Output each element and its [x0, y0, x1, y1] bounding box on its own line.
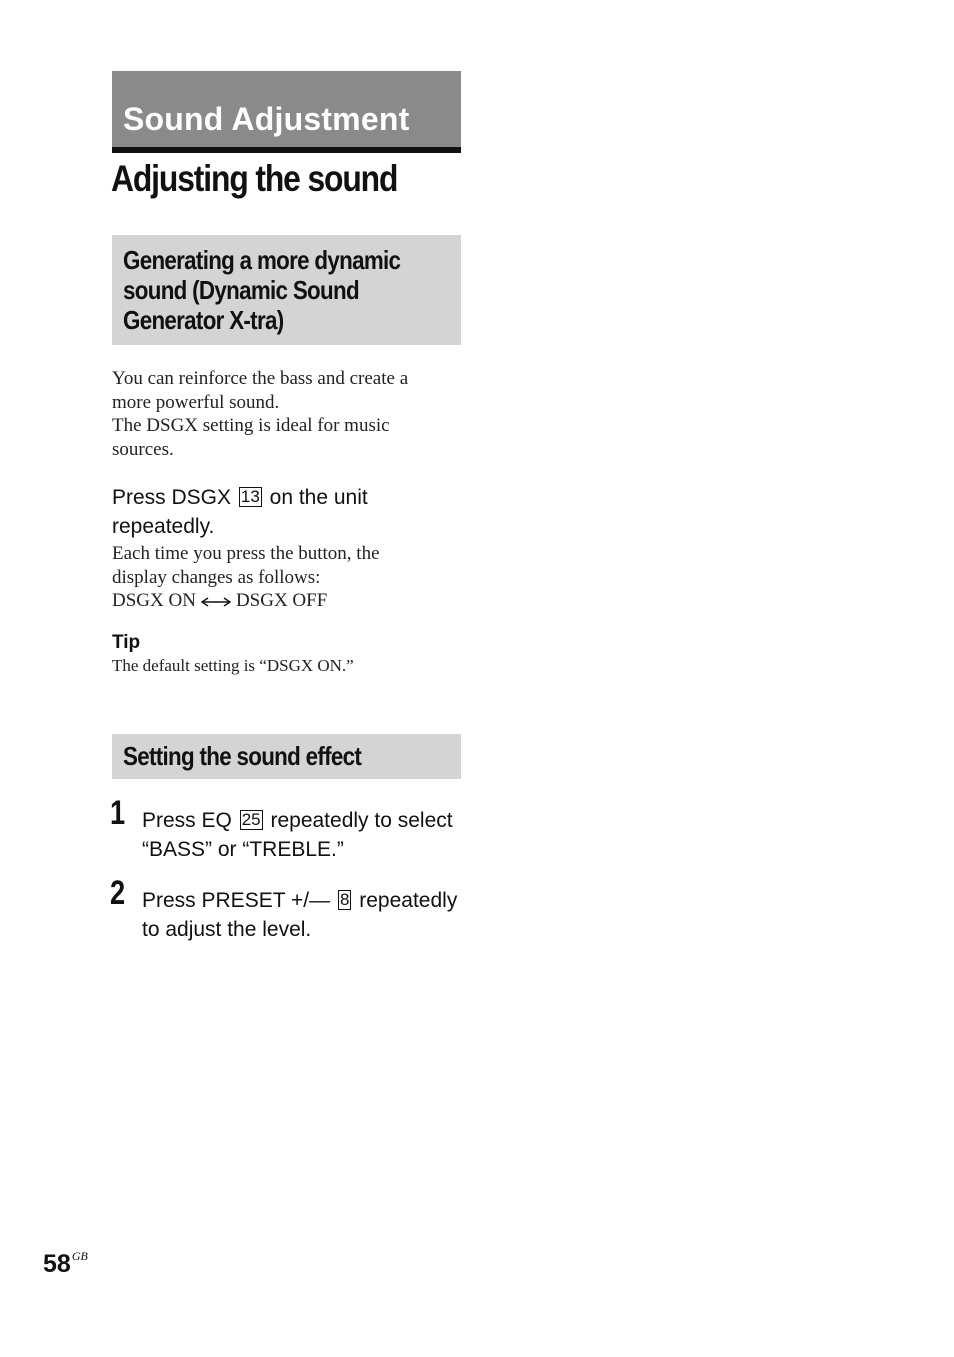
step-suffix: repeatedly to select — [270, 809, 453, 832]
dsgx-result — [112, 542, 462, 613]
step-suffix: repeatedly — [359, 889, 458, 912]
dsgx-heading-box — [112, 235, 461, 345]
page-number-value: 58 — [43, 1250, 71, 1278]
intro-line: more powerful sound. — [112, 391, 280, 413]
dsgx-toggle-sequence — [112, 589, 462, 613]
sound-effect-heading-box — [112, 734, 461, 779]
result-line: Each time you press the button, the — [112, 543, 380, 564]
dsgx-instruction — [112, 483, 368, 541]
step-number: 1 — [110, 794, 126, 832]
double-arrow-icon — [200, 590, 232, 614]
reference-number: 25 — [241, 810, 261, 829]
dsgx-heading — [123, 245, 400, 335]
intro-line: sources. — [112, 438, 174, 460]
page-number — [43, 1249, 88, 1279]
page-title: Adjusting the sound — [111, 158, 398, 199]
tip-label: Tip — [112, 632, 141, 653]
dsgx-heading-line: sound (Dynamic Sound — [123, 275, 359, 305]
intro-line: The DSGX setting is ideal for music — [112, 415, 390, 436]
reference-number: 13 — [240, 487, 260, 506]
dsgx-heading-line: Generator X-tra) — [123, 305, 284, 335]
instruction-line2: repeatedly. — [112, 515, 215, 538]
dsgx-heading-line: Generating a more dynamic — [123, 245, 401, 275]
step-line2: to adjust the level. — [142, 918, 312, 941]
sound-effect-heading: Setting the sound effect — [123, 741, 362, 771]
step-prefix: Press EQ — [142, 809, 232, 832]
step-number: 2 — [110, 874, 126, 912]
toggle-on-label: DSGX ON — [112, 590, 196, 611]
step-2-text — [142, 886, 457, 944]
region-code: GB — [71, 1249, 88, 1263]
instruction-prefix: Press DSGX — [112, 486, 232, 509]
step-1-text — [142, 806, 453, 864]
reference-number: 8 — [339, 890, 350, 909]
step-prefix: Press PRESET +/— — [142, 889, 331, 912]
toggle-off-label: DSGX OFF — [235, 590, 328, 611]
intro-line: You can reinforce the bass and create a — [112, 368, 409, 389]
dsgx-intro — [112, 367, 462, 461]
section-banner — [112, 71, 461, 153]
tip-text: The default setting is “DSGX ON.” — [112, 656, 354, 675]
section-banner-title: Sound Adjustment — [123, 101, 410, 137]
instruction-suffix: on the unit — [269, 486, 368, 509]
result-line: display changes as follows: — [112, 566, 321, 588]
step-line2: “BASS” or “TREBLE.” — [142, 838, 344, 861]
